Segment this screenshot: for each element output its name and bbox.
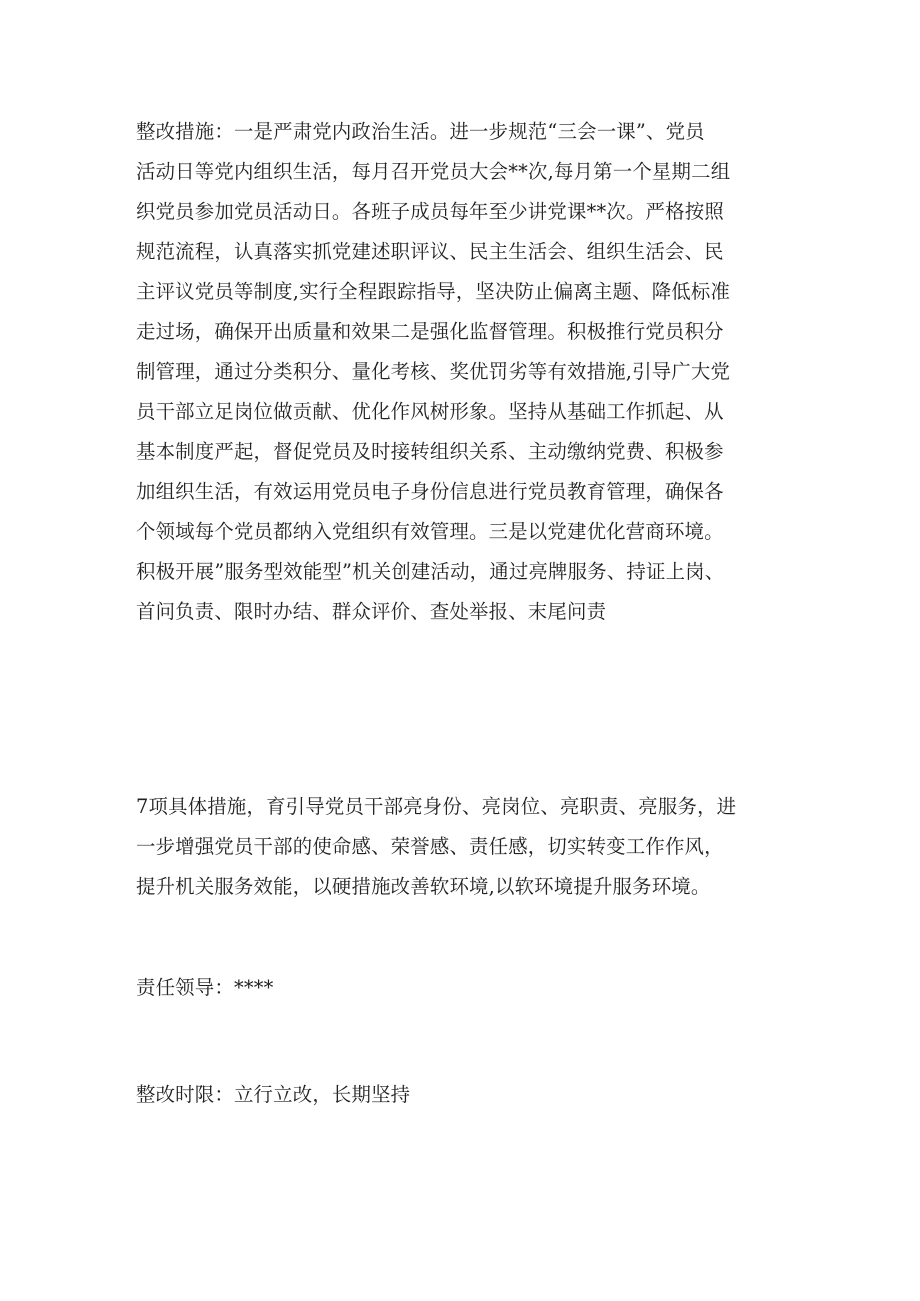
text-line: 制管理，通过分类积分、量化考核、奖优罚劣等有效措施,引导广大党	[136, 360, 731, 383]
text-line: 员干部立足岗位做贡献、优化作风树形象。坚持从基础工作抓起、从	[136, 400, 724, 423]
rectification-measures-paragraph	[136, 112, 836, 632]
text-line: 一步增强党员干部的使命感、荣誉感、责任感，切实转变工作作风，	[136, 835, 724, 858]
text-line: 织党员参加党员活动日。各班子成员每年至少讲党课**次。严格按照	[136, 200, 724, 223]
text-line: 活动日等党内组织生活，每月召开党员大会**次,每月第一个星期二组	[136, 160, 731, 183]
text-line: 整改措施：一是严肃党内政治生活。进一步规范“三会一课”、党员	[136, 120, 705, 143]
deadline-line: 整改时限：立行立改，长期坚持	[136, 1083, 411, 1106]
text-line: 7项具体措施，育引导党员干部亮身份、亮岗位、亮职责、亮服务，进	[136, 795, 737, 818]
text-line: 提升机关服务效能，以硬措施改善软环境,以软环境提升服务环境。	[136, 875, 711, 898]
text-line: 加组织生活，有效运用党员电子身份信息进行党员教育管理，确保各	[136, 480, 724, 503]
text-line: 基本制度严起，督促党员及时接转组织关系、主动缴纳党费、积极参	[136, 440, 724, 463]
text-line: 主评议党员等制度,实行全程跟踪指导，坚决防止偏离主题、降低标准	[136, 280, 731, 303]
text-line: 走过场，确保开出质量和效果二是强化监督管理。积极推行党员积分	[136, 320, 724, 343]
responsible-leader-line: 责任领导：****	[136, 976, 274, 999]
text-line: 积极开展”服务型效能型”机关创建活动，通过亮牌服务、持证上岗、	[136, 560, 725, 583]
deadline-paragraph	[136, 1075, 836, 1115]
text-line: 规范流程，认真落实抓党建述职评议、民主生活会、组织生活会、民	[136, 240, 724, 263]
text-line: 首问负责、限时办结、群众评价、查处举报、末尾问责	[136, 600, 607, 623]
specific-measures-paragraph	[136, 787, 836, 907]
responsible-leader-paragraph	[136, 968, 836, 1008]
text-line: 个领域每个党员都纳入党组织有效管理。三是以党建优化营商环境。	[136, 520, 724, 543]
